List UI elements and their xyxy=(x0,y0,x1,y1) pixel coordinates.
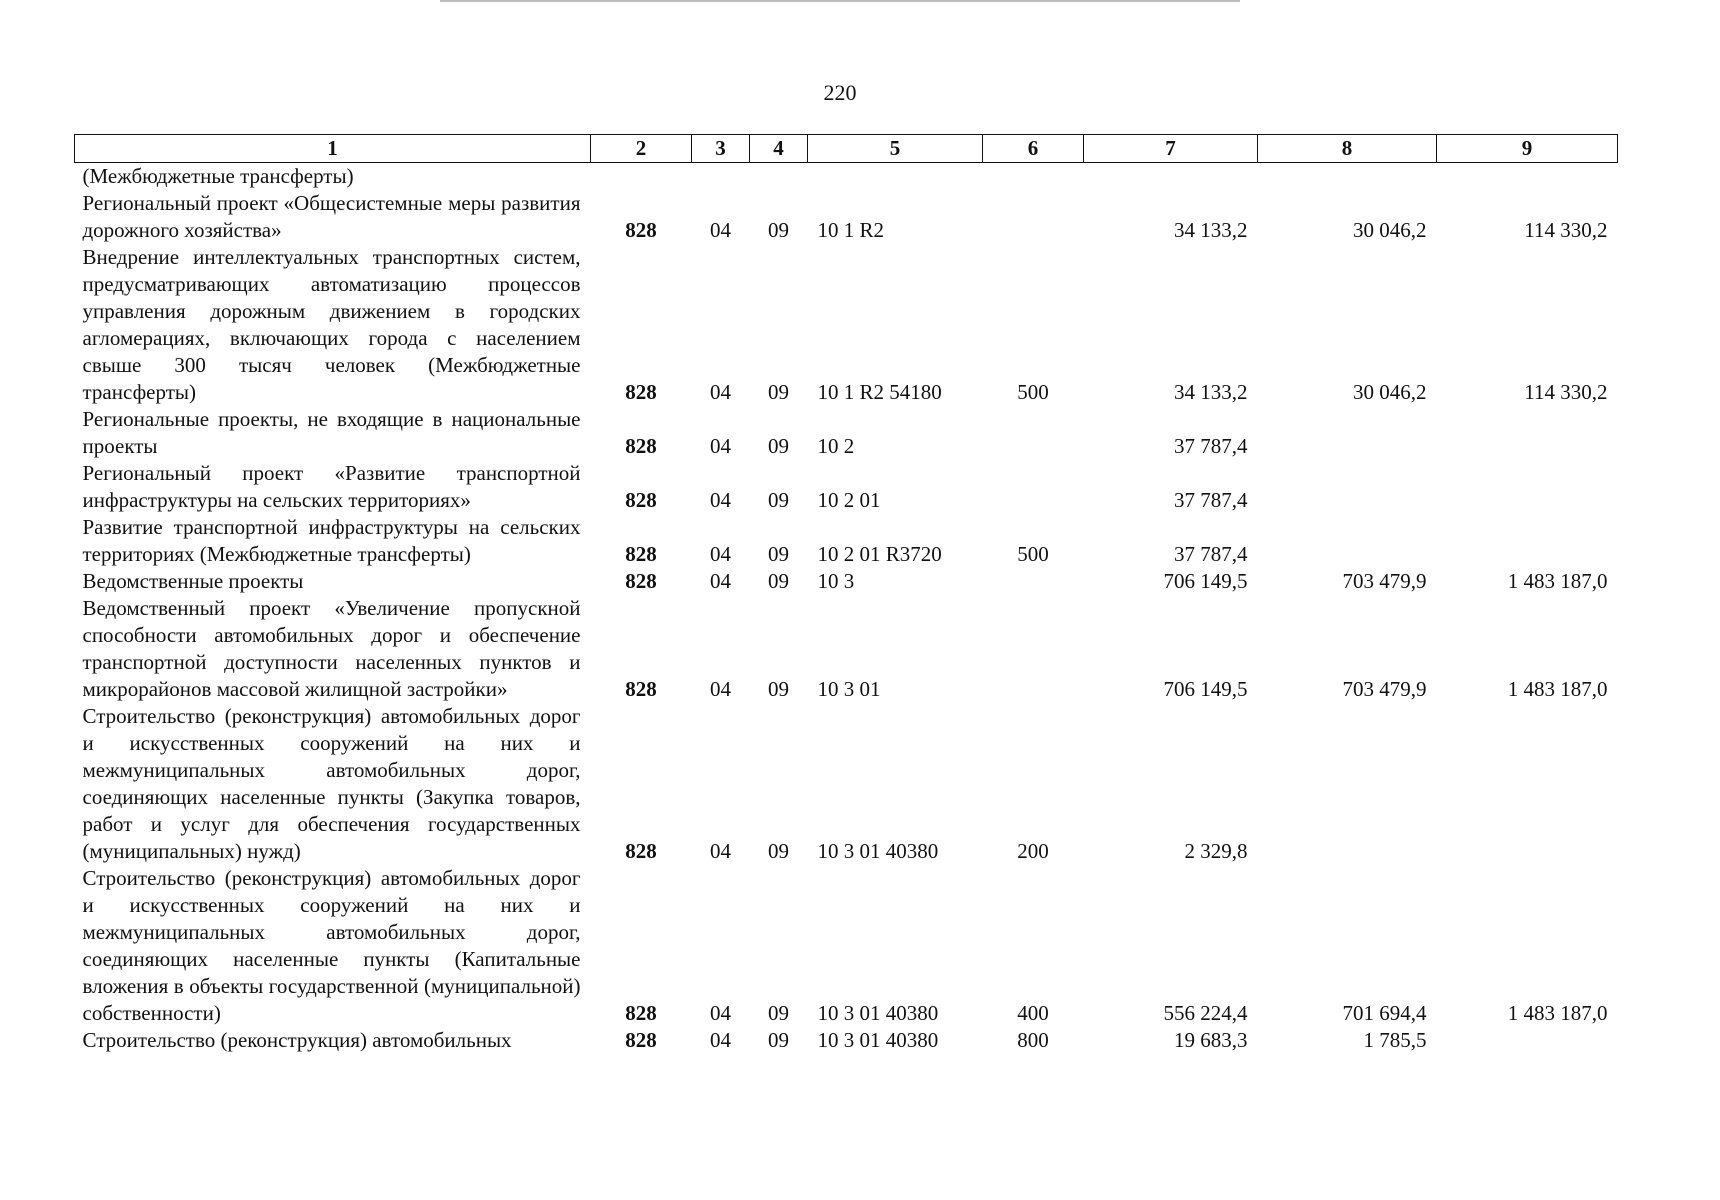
row-target-item xyxy=(808,163,983,191)
row-expense-type xyxy=(983,163,1084,191)
row-grbs: 828 xyxy=(625,380,657,404)
row-grbs: 828 xyxy=(625,1028,657,1052)
row-amount-col9: 1 483 187,0 xyxy=(1507,1001,1608,1025)
row-amount-col8 xyxy=(1258,163,1437,191)
row-expense-type: 800 xyxy=(1017,1028,1049,1052)
row-amount-col8: 703 479,9 xyxy=(1342,569,1427,593)
row-subsection: 09 xyxy=(768,677,789,701)
row-name: Региональные проекты, не входящие в национальные проекты xyxy=(82,407,581,458)
row-amount-col8: 701 694,4 xyxy=(1342,1001,1427,1025)
row-expense-type: 400 xyxy=(1017,1001,1049,1025)
row-grbs: 828 xyxy=(625,569,657,593)
row-target-item: 10 3 01 40380 xyxy=(817,839,939,863)
row-section: 04 xyxy=(710,542,731,566)
row-amount-col8: 30 046,2 xyxy=(1353,218,1427,242)
row-section: 04 xyxy=(710,677,731,701)
row-name: Ведомственные проекты xyxy=(82,569,304,593)
row-amount-col9 xyxy=(1437,703,1618,865)
row-amount-col9 xyxy=(1437,163,1618,191)
header-col-5: 5 xyxy=(808,135,983,163)
row-amount-col7: 19 683,3 xyxy=(1174,1028,1248,1052)
row-expense-type: 500 xyxy=(1017,542,1049,566)
row-amount-col7: 2 329,8 xyxy=(1184,839,1248,863)
row-name: Внедрение интеллектуальных транспортных систем, предусматривающих автоматизацию процессов управления дорожным движением в городских агломерациях, включающих города с населением свыше 300 тысяч человек (Межбюджетные трансферты) xyxy=(82,245,581,404)
row-name: Региональный проект «Общесистемные меры развития дорожного хозяйства» xyxy=(82,191,581,242)
header-col-2: 2 xyxy=(591,135,692,163)
header-col-1: 1 xyxy=(75,135,591,163)
row-amount-col8 xyxy=(1258,406,1437,460)
row-expense-type: 500 xyxy=(1017,380,1049,404)
row-subsection: 09 xyxy=(768,569,789,593)
table-row xyxy=(75,190,1618,244)
row-subsection: 09 xyxy=(768,542,789,566)
row-grbs: 828 xyxy=(625,488,657,512)
header-col-8: 8 xyxy=(1258,135,1437,163)
row-amount-col8: 1 785,5 xyxy=(1363,1028,1427,1052)
row-subsection: 09 xyxy=(768,380,789,404)
row-amount-col8 xyxy=(1258,703,1437,865)
row-amount-col9 xyxy=(1437,460,1618,514)
row-grbs: 828 xyxy=(625,218,657,242)
row-name: (Межбюджетные трансферты) xyxy=(82,164,354,188)
header-col-4: 4 xyxy=(750,135,808,163)
row-subsection: 09 xyxy=(768,839,789,863)
table-row xyxy=(75,460,1618,514)
row-amount-col9: 1 483 187,0 xyxy=(1507,569,1608,593)
row-subsection: 09 xyxy=(768,218,789,242)
row-grbs: 828 xyxy=(625,1001,657,1025)
row-expense-type xyxy=(983,406,1084,460)
row-amount-col7 xyxy=(1084,163,1258,191)
row-expense-type: 200 xyxy=(1017,839,1049,863)
row-expense-type xyxy=(983,190,1084,244)
row-amount-col7: 556 224,4 xyxy=(1163,1001,1248,1025)
row-subsection: 09 xyxy=(768,1001,789,1025)
row-amount-col9: 114 330,2 xyxy=(1524,380,1608,404)
scan-edge-line xyxy=(440,0,1240,2)
table-row xyxy=(75,865,1618,1027)
row-grbs: 828 xyxy=(625,839,657,863)
row-amount-col9: 1 483 187,0 xyxy=(1507,677,1608,701)
row-subsection: 09 xyxy=(768,1028,789,1052)
row-name: Строительство (реконструкция) автомобильных дорог и искусственных сооружений на них и межмуниципальных автомобильных дорог, соединяющих населенные пункты (Капитальные вложения в объекты государственной (муниципальной) собственности) xyxy=(82,866,581,1025)
row-name: Строительство (реконструкция) автомобильных дорог и искусственных сооружений на них и межмуниципальных автомобильных дорог, соединяющих населенные пункты (Закупка товаров, работ и услуг для обеспечения государственных (муниципальных) нужд) xyxy=(82,704,581,863)
table-row xyxy=(75,244,1618,406)
row-amount-col9: 114 330,2 xyxy=(1524,218,1608,242)
row-amount-col8 xyxy=(1258,460,1437,514)
row-grbs: 828 xyxy=(625,542,657,566)
row-section: 04 xyxy=(710,839,731,863)
table-row xyxy=(75,595,1618,703)
row-target-item: 10 1 R2 54180 xyxy=(817,380,942,404)
row-amount-col9 xyxy=(1437,1027,1618,1054)
header-col-6: 6 xyxy=(983,135,1084,163)
table-row xyxy=(75,1027,1618,1054)
row-amount-col8: 703 479,9 xyxy=(1342,677,1427,701)
table-row xyxy=(75,163,1618,191)
row-section: 04 xyxy=(710,1001,731,1025)
header-col-7: 7 xyxy=(1084,135,1258,163)
row-target-item: 10 2 01 R3720 xyxy=(817,542,942,566)
row-amount-col7: 34 133,2 xyxy=(1174,380,1248,404)
row-target-item: 10 3 01 40380 xyxy=(817,1028,939,1052)
budget-table xyxy=(74,134,1618,1054)
row-section: 04 xyxy=(710,434,731,458)
row-name: Развитие транспортной инфраструктуры на сельских территориях (Межбюджетные трансферты) xyxy=(82,515,581,566)
row-expense-type xyxy=(983,568,1084,595)
row-section xyxy=(692,163,750,191)
row-section: 04 xyxy=(710,1028,731,1052)
table-header xyxy=(75,135,1618,163)
row-section: 04 xyxy=(710,488,731,512)
row-target-item: 10 3 01 40380 xyxy=(817,1001,939,1025)
row-subsection: 09 xyxy=(768,434,789,458)
table-row xyxy=(75,514,1618,568)
row-name: Строительство (реконструкция) автомобильных xyxy=(82,1028,512,1052)
row-target-item: 10 3 xyxy=(817,569,855,593)
row-expense-type xyxy=(983,595,1084,703)
row-name: Ведомственный проект «Увеличение пропускной способности автомобильных дорог и обеспечение транспортной доступности населенных пунктов и микрорайонов массовой жилищной застройки» xyxy=(82,596,581,701)
row-name: Региональный проект «Развитие транспортной инфраструктуры на сельских территориях» xyxy=(82,461,581,512)
table-row xyxy=(75,568,1618,595)
row-amount-col7: 34 133,2 xyxy=(1174,218,1248,242)
row-amount-col9 xyxy=(1437,514,1618,568)
table-row xyxy=(75,406,1618,460)
header-col-9: 9 xyxy=(1437,135,1618,163)
row-target-item: 10 2 xyxy=(817,434,855,458)
row-amount-col8: 30 046,2 xyxy=(1353,380,1427,404)
row-section: 04 xyxy=(710,218,731,242)
row-subsection: 09 xyxy=(768,488,789,512)
row-amount-col7: 37 787,4 xyxy=(1174,542,1248,566)
header-col-3: 3 xyxy=(692,135,750,163)
row-grbs xyxy=(591,163,692,191)
row-amount-col7: 37 787,4 xyxy=(1174,434,1248,458)
header-row xyxy=(75,135,1618,163)
row-target-item: 10 3 01 xyxy=(817,677,881,701)
row-expense-type xyxy=(983,460,1084,514)
row-grbs: 828 xyxy=(625,434,657,458)
table-row xyxy=(75,703,1618,865)
row-grbs: 828 xyxy=(625,677,657,701)
row-amount-col8 xyxy=(1258,514,1437,568)
row-section: 04 xyxy=(710,380,731,404)
row-section: 04 xyxy=(710,569,731,593)
row-target-item: 10 2 01 xyxy=(817,488,881,512)
page-number: 220 xyxy=(823,80,857,105)
row-target-item: 10 1 R2 xyxy=(817,218,885,242)
row-amount-col9 xyxy=(1437,406,1618,460)
table-body xyxy=(75,163,1618,1055)
row-amount-col7: 706 149,5 xyxy=(1163,677,1248,701)
row-amount-col7: 706 149,5 xyxy=(1163,569,1248,593)
row-subsection xyxy=(750,163,808,191)
row-amount-col7: 37 787,4 xyxy=(1174,488,1248,512)
